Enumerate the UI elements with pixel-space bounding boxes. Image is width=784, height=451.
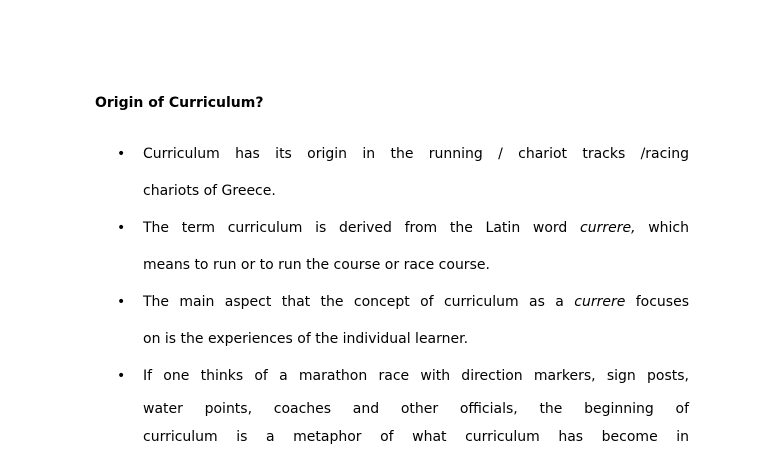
item-text-segment: which xyxy=(635,220,689,236)
item-text-line xyxy=(143,284,689,321)
page-title: Origin of Curriculum? xyxy=(95,95,264,111)
item-text-line: means to run or to run the course or race course. xyxy=(143,257,490,273)
item-text-segment: The term curriculum is derived from the Latin word xyxy=(143,220,580,236)
item-text-line: If one thinks of a marathon race with direction markers, sign posts, xyxy=(143,368,689,384)
bullet-icon: • xyxy=(117,146,126,162)
item-text-line xyxy=(143,210,689,247)
list-item xyxy=(117,136,689,210)
item-text-line: water points, coaches and other officials, the beginning of xyxy=(143,401,689,417)
italic-term: currere, xyxy=(580,220,636,236)
item-text-line: curriculum is a metaphor of what curriculum has become in xyxy=(143,429,689,445)
list-item xyxy=(117,210,689,284)
bullet-icon: • xyxy=(117,220,126,236)
italic-term: currere xyxy=(574,294,626,310)
item-text-segment: focuses xyxy=(625,294,690,310)
list-item xyxy=(117,358,689,451)
item-text-segment: The main aspect that the concept of curriculum as a xyxy=(143,294,575,310)
bullet-icon: • xyxy=(117,368,126,384)
item-text-line: on is the experiences of the individual learner. xyxy=(143,331,469,347)
bullet-icon: • xyxy=(117,294,126,310)
item-text-line: Curriculum has its origin in the running / chariot tracks /racing xyxy=(143,146,689,162)
item-text-line: chariots of Greece. xyxy=(143,183,276,199)
list-item xyxy=(117,284,690,358)
